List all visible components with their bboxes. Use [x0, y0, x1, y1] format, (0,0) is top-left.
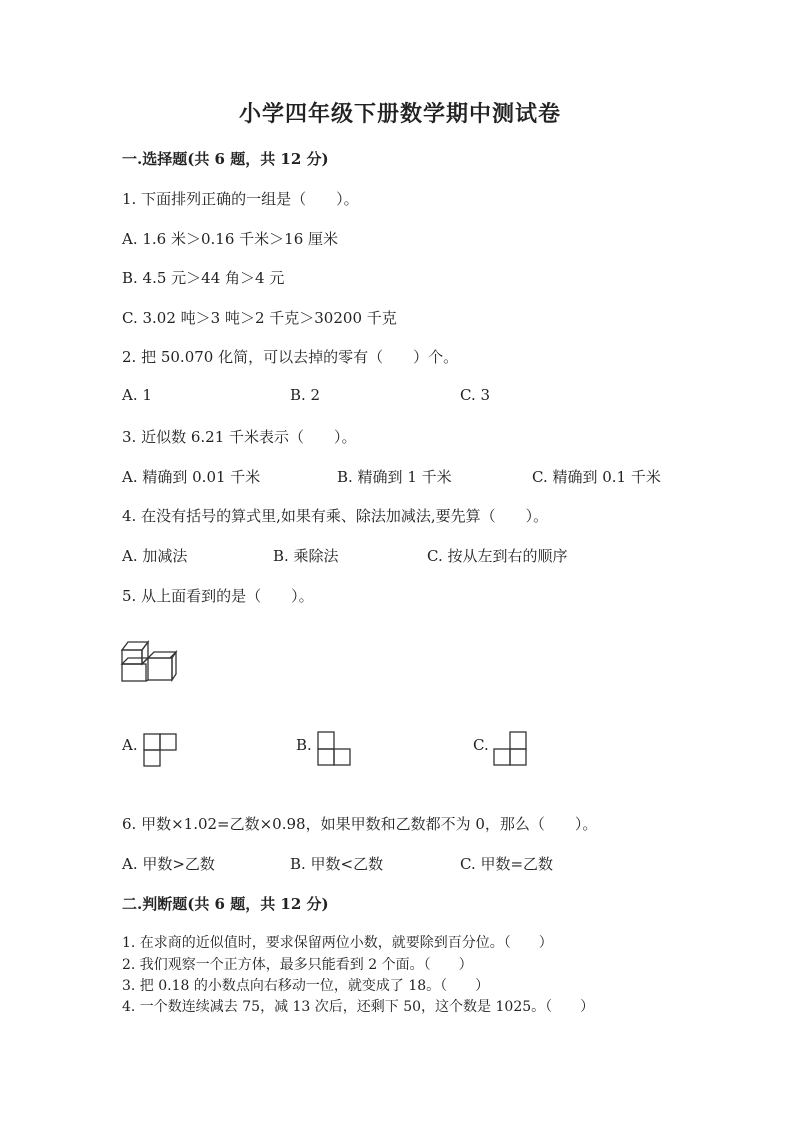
question-2-option-a: A. 1: [122, 386, 152, 404]
question-1-stem: 1. 下面排列正确的一组是（ ）。: [122, 190, 359, 208]
question-4-stem: 4. 在没有括号的算式里,如果有乘、除法加减法,要先算（ ）。: [122, 507, 549, 525]
section1-heading: 一.选择题(共 6 题，共 12 分): [122, 150, 329, 168]
section2-heading: 二.判断题(共 6 题，共 12 分): [122, 895, 329, 913]
judgment-item-4: 4. 一个数连续减去 75，减 13 次后，还剩下 50，这个数是 1025。（ ）: [122, 999, 595, 1015]
question-2-option-c: C. 3: [460, 386, 491, 404]
question-1-option-b: B. 4.5 元＞44 角＞4 元: [122, 269, 285, 287]
question-2-stem: 2. 把 50.070 化简，可以去掉的零有（ ）个。: [122, 348, 459, 366]
question-6-option-b: B. 甲数<乙数: [290, 855, 384, 873]
question-6-option-c: C. 甲数=乙数: [460, 855, 554, 873]
cube-stack-figure: [118, 636, 184, 688]
question-1-option-a: A. 1.6 米＞0.16 千米＞16 厘米: [122, 230, 339, 248]
question-4-option-b: B. 乘除法: [273, 547, 339, 565]
question-4-option-a: A. 加减法: [122, 547, 188, 565]
view-c-figure: [493, 731, 529, 767]
question-6-stem: 6. 甲数×1.02=乙数×0.98，如果甲数和乙数都不为 0，那么（ ）。: [122, 815, 598, 833]
question-5-option-c: C.: [473, 736, 489, 754]
question-5-stem: 5. 从上面看到的是（ ）。: [122, 587, 314, 605]
question-6-option-a: A. 甲数>乙数: [122, 855, 215, 873]
judgment-item-2: 2. 我们观察一个正方体，最多只能看到 2 个面。（ ）: [122, 957, 473, 973]
question-5-option-a: A.: [122, 736, 138, 754]
judgment-item-3: 3. 把 0.18 的小数点向右移动一位，就变成了 18。（ ）: [122, 978, 490, 994]
question-1-option-c: C. 3.02 吨＞3 吨＞2 千克＞30200 千克: [122, 309, 397, 327]
question-3-stem: 3. 近似数 6.21 千米表示（ ）。: [122, 428, 357, 446]
question-3-option-a: A. 精确到 0.01 千米: [122, 468, 261, 486]
view-a-figure: [143, 733, 179, 767]
question-3-option-c: C. 精确到 0.1 千米: [532, 468, 661, 486]
view-b-figure: [317, 731, 353, 767]
page-title: 小学四年级下册数学期中测试卷: [238, 101, 561, 127]
question-2-option-b: B. 2: [290, 386, 321, 404]
judgment-item-1: 1. 在求商的近似值时，要求保留两位小数，就要除到百分位。（ ）: [122, 935, 553, 951]
question-5-option-b: B.: [296, 736, 312, 754]
question-4-option-c: C. 按从左到右的顺序: [427, 547, 568, 565]
question-3-option-b: B. 精确到 1 千米: [337, 468, 452, 486]
